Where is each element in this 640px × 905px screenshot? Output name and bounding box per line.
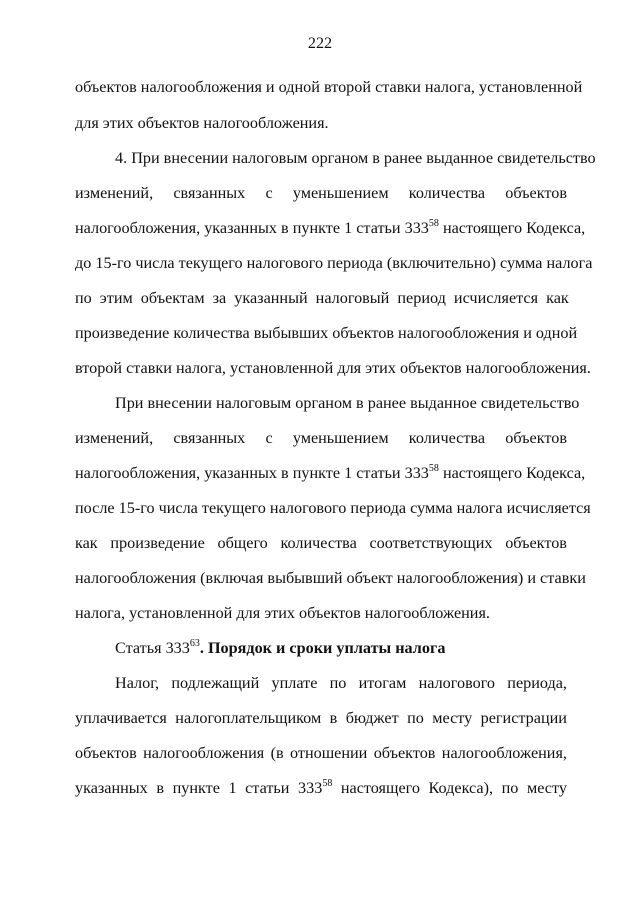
word: подлежащий xyxy=(171,674,260,692)
text-line xyxy=(75,217,586,238)
word: указанных xyxy=(75,779,148,797)
superscript: 63 xyxy=(189,637,200,649)
word: статьи xyxy=(245,779,290,797)
word: пункте xyxy=(172,779,220,797)
word: связанных xyxy=(173,429,246,447)
text-line xyxy=(75,114,567,133)
word: месту xyxy=(526,779,567,797)
word: с xyxy=(265,184,273,202)
word: объектов xyxy=(373,744,436,762)
text-line xyxy=(75,462,586,483)
word: регистрации xyxy=(480,709,567,727)
text-line xyxy=(75,324,578,343)
word: количества xyxy=(280,534,357,552)
text-line xyxy=(75,254,593,273)
word: по xyxy=(329,674,347,692)
word: произведение xyxy=(110,534,205,552)
text-line xyxy=(75,184,567,203)
text-fragment: до 15-го числа текущего налогового периода (включительно) сумма налога xyxy=(75,254,593,272)
article-number: Статья 333 xyxy=(115,639,190,657)
text-fragment: налогообложения, указанных в пункте 1 статьи 333 xyxy=(75,464,429,482)
word: уменьшением xyxy=(292,429,389,447)
word: по xyxy=(407,709,424,727)
text-line xyxy=(75,569,586,588)
word: Кодекса), xyxy=(428,779,494,797)
text-line xyxy=(75,78,583,97)
word: Налог, xyxy=(115,674,160,692)
text-fragment: для этих объектов налогообложения. xyxy=(75,114,329,132)
superscript: 58 xyxy=(428,217,439,229)
word: итогам xyxy=(358,674,407,692)
word: как xyxy=(75,534,98,552)
text-fragment: произведение количества выбывших объектов налогообложения и одной xyxy=(75,324,578,342)
word: (в xyxy=(270,744,284,762)
text-line xyxy=(75,779,567,798)
word: отношении xyxy=(289,744,368,762)
word: изменений, xyxy=(75,429,154,447)
text-fragment: по этим объектам за указанный налоговый период исчисляется как xyxy=(75,289,569,307)
paragraph-first-line xyxy=(115,674,567,693)
text-line xyxy=(75,744,567,763)
word: уплате xyxy=(271,674,318,692)
word: налогообложения xyxy=(143,744,265,762)
word: объектов xyxy=(505,429,567,447)
article-heading xyxy=(115,639,567,658)
page-number: 222 xyxy=(307,34,333,52)
superscript: 58 xyxy=(322,777,333,789)
word: налогового xyxy=(418,674,496,692)
word: объектов xyxy=(505,534,567,552)
article-title: . Порядок и сроки уплаты налога xyxy=(199,639,446,657)
word: в xyxy=(329,709,338,727)
word-with-superscript xyxy=(298,779,332,798)
text-line xyxy=(75,289,567,308)
word: количества xyxy=(408,429,486,447)
text-fragment: налогообложения (включая выбывший объект налогообложения) и ставки xyxy=(75,569,586,587)
word: уплачивается xyxy=(75,709,167,727)
word: объектов xyxy=(75,744,137,762)
text-line xyxy=(75,499,591,518)
word: настоящего xyxy=(340,779,420,797)
superscript: 58 xyxy=(428,462,439,474)
text-fragment: При внесении налоговым органом в ранее выданное свидетельство xyxy=(115,394,580,412)
word: бюджет xyxy=(345,709,399,727)
text-fragment: налога, установленной для этих объектов налогообложения. xyxy=(75,604,490,622)
word: 1 xyxy=(228,779,237,797)
word: количества xyxy=(408,184,486,202)
word: в xyxy=(156,779,164,797)
text-fragment: 4. При внесении налоговым органом в ранее выданное свидетельство xyxy=(115,149,596,167)
word: уменьшением xyxy=(292,184,389,202)
word: связанных xyxy=(173,184,246,202)
text-fragment: налогообложения, указанных в пункте 1 статьи 333 xyxy=(75,219,429,237)
word: 333 xyxy=(298,779,323,797)
text-fragment: после 15-го числа текущего налогового периода сумма налога исчисляется xyxy=(75,499,591,517)
text-line xyxy=(75,429,567,448)
text-line xyxy=(75,534,567,553)
text-line xyxy=(75,604,567,623)
paragraph-first-line xyxy=(115,149,596,168)
word: с xyxy=(265,429,273,447)
word: объектов xyxy=(505,184,567,202)
word: общего xyxy=(217,534,268,552)
text-fragment: второй ставки налога, установленной для этих объектов налогообложения. xyxy=(75,359,591,377)
text-fragment: настоящего Кодекса, xyxy=(438,464,586,482)
paragraph-first-line xyxy=(115,394,580,413)
word: периода, xyxy=(507,674,567,692)
text-fragment: объектов налогообложения и одной второй ставки налога, установленной xyxy=(75,78,583,96)
word: изменений, xyxy=(75,184,154,202)
text-line xyxy=(75,359,591,378)
text-line xyxy=(75,709,567,728)
word: соответствующих xyxy=(369,534,493,552)
word: налогообложения, xyxy=(441,744,567,762)
word: налогоплательщиком xyxy=(175,709,322,727)
word: по xyxy=(501,779,519,797)
text-fragment: настоящего Кодекса, xyxy=(438,219,586,237)
word: месту xyxy=(432,709,473,727)
